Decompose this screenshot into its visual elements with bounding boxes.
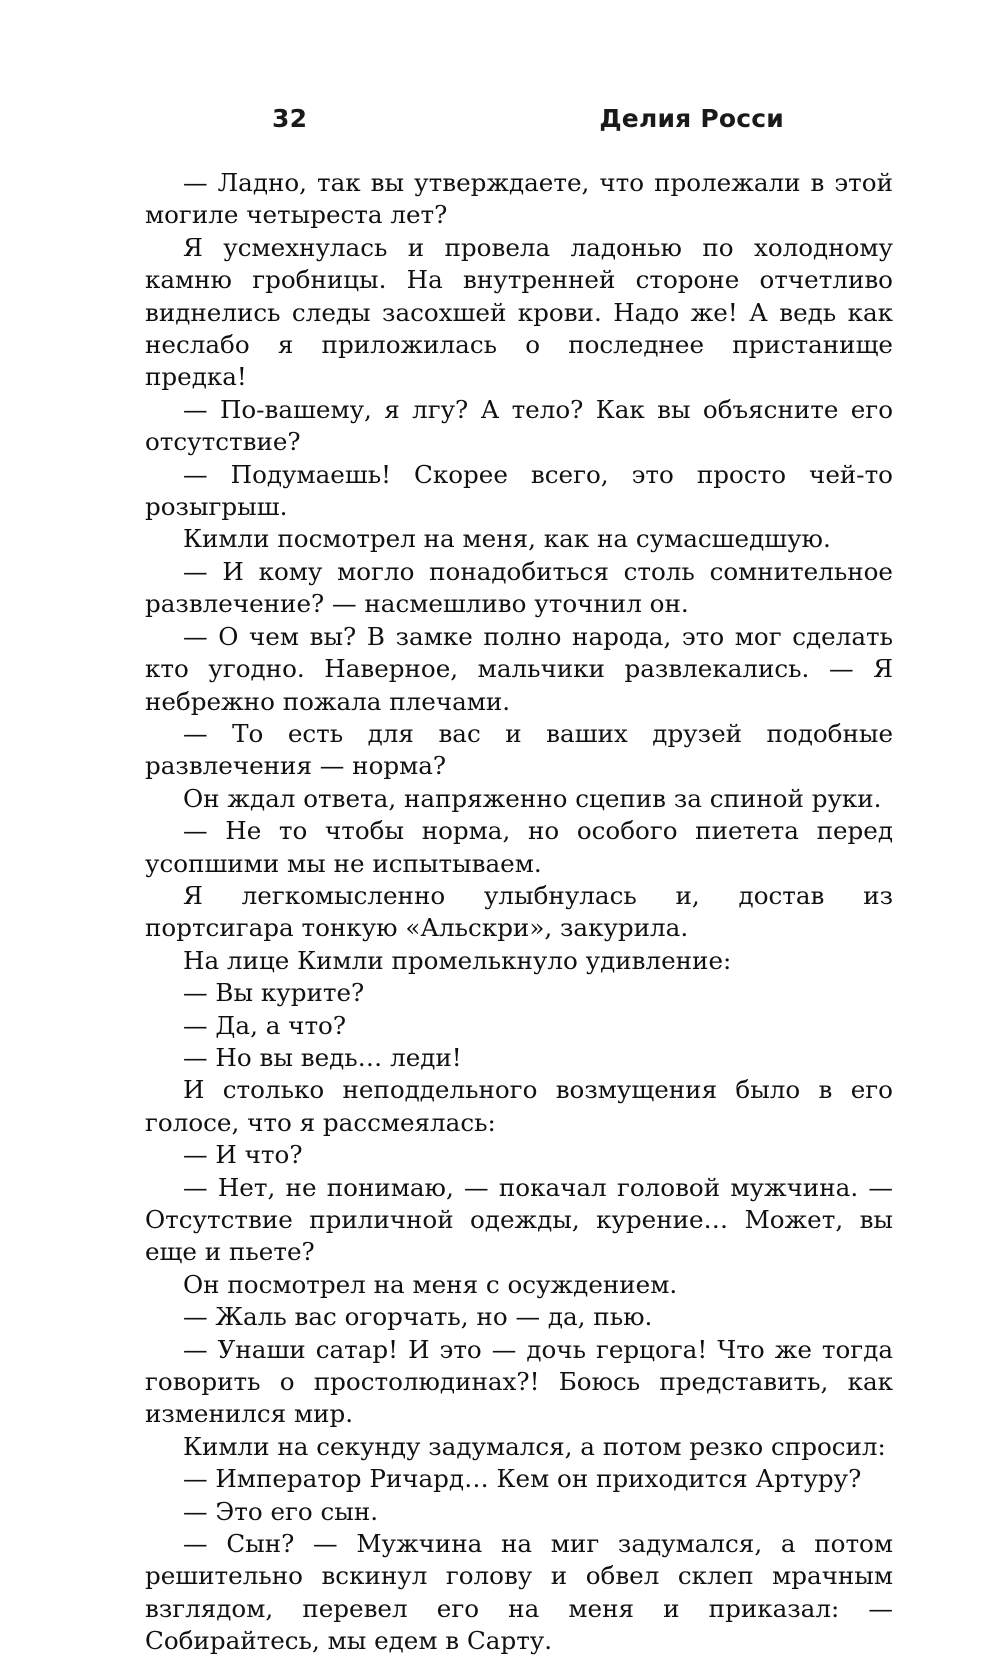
page-number: 32 — [272, 104, 308, 133]
paragraph: — Но вы ведь… леди! — [183, 1042, 462, 1072]
paragraph: — Вы курите? — [183, 978, 365, 1008]
paragraph: Он посмотрел на меня с осуждением. — [183, 1269, 678, 1299]
paragraph: Кимли на секунду задумался, а потом резко спросил: — [183, 1431, 886, 1461]
running-title: Делия Росси — [599, 104, 784, 133]
paragraph: — Не то чтобы норма, но особого пиетета перед усопшими мы не испытываем. — [145, 816, 893, 878]
paragraph: — О чем вы? В замке полно народа, это мог сделать кто угодно. Наверное, мальчики развлекались. — Я небрежно пожала плечами. — [145, 621, 893, 716]
paragraph: — Император Ричард… Кем он приходится Артуру? — [183, 1464, 862, 1494]
paragraph: На лице Кимли промелькнуло удивление: — [183, 945, 732, 975]
paragraph: — Сын? — Мужчина на миг задумался, а потом решительно вскинул голову и обвел склеп мрачным взглядом, перевел его на меня и приказал: — Собирайтесь, мы едем в Сарту. — [145, 1529, 893, 1656]
paragraph: — То есть для вас и ваших друзей подобные развлечения — норма? — [145, 718, 893, 781]
page-header — [272, 104, 784, 133]
paragraph: — Жаль вас огорчать, но — да, пью. — [183, 1302, 653, 1332]
paragraph: Он ждал ответа, напряженно сцепив за спиной руки. — [183, 783, 882, 813]
paragraph: — Ладно, так вы утверждаете, что пролежали в этой могиле четыреста лет? — [145, 168, 893, 230]
paragraph: — И кому могло понадобиться столь сомнительное развлечение? — насмешливо уточнил он. — [145, 556, 893, 619]
paragraph: И столько неподдельного возмущения было в его голосе, что я рассмеялась: — [145, 1075, 893, 1137]
paragraph: Я легкомысленно улыбнулась и, достав из портсигара тонкую «Альскри», закурила. — [145, 880, 893, 943]
paragraph: — По-вашему, я лгу? А тело? Как вы объясните его отсутствие? — [145, 394, 893, 457]
paragraph: — Унаши сатар! И это — дочь герцога! Что же тогда говорить о простолюдинах?! Боюсь представить, как изменился мир. — [145, 1334, 893, 1429]
paragraph: — Это его сын. — [183, 1496, 379, 1526]
paragraph: — И что? — [183, 1140, 303, 1170]
paragraph: — Да, а что? — [183, 1010, 347, 1040]
paragraph: Кимли посмотрел на меня, как на сумасшедшую. — [183, 524, 831, 554]
paragraph: — Подумаешь! Скорее всего, это просто чей-то розыгрыш. — [145, 459, 893, 522]
paragraph: — Нет, не понимаю, — покачал головой мужчина. — Отсутствие приличной одежды, курение… Может, вы еще и пьете? — [145, 1172, 893, 1267]
paragraph: Я усмехнулась и провела ладонью по холодному камню гробницы. На внутренней стороне отчетливо виднелись следы засохшей крови. Надо же! А ведь как неслабо я приложилась о последнее пристанище предка! — [145, 232, 893, 392]
body-text — [145, 167, 893, 1658]
